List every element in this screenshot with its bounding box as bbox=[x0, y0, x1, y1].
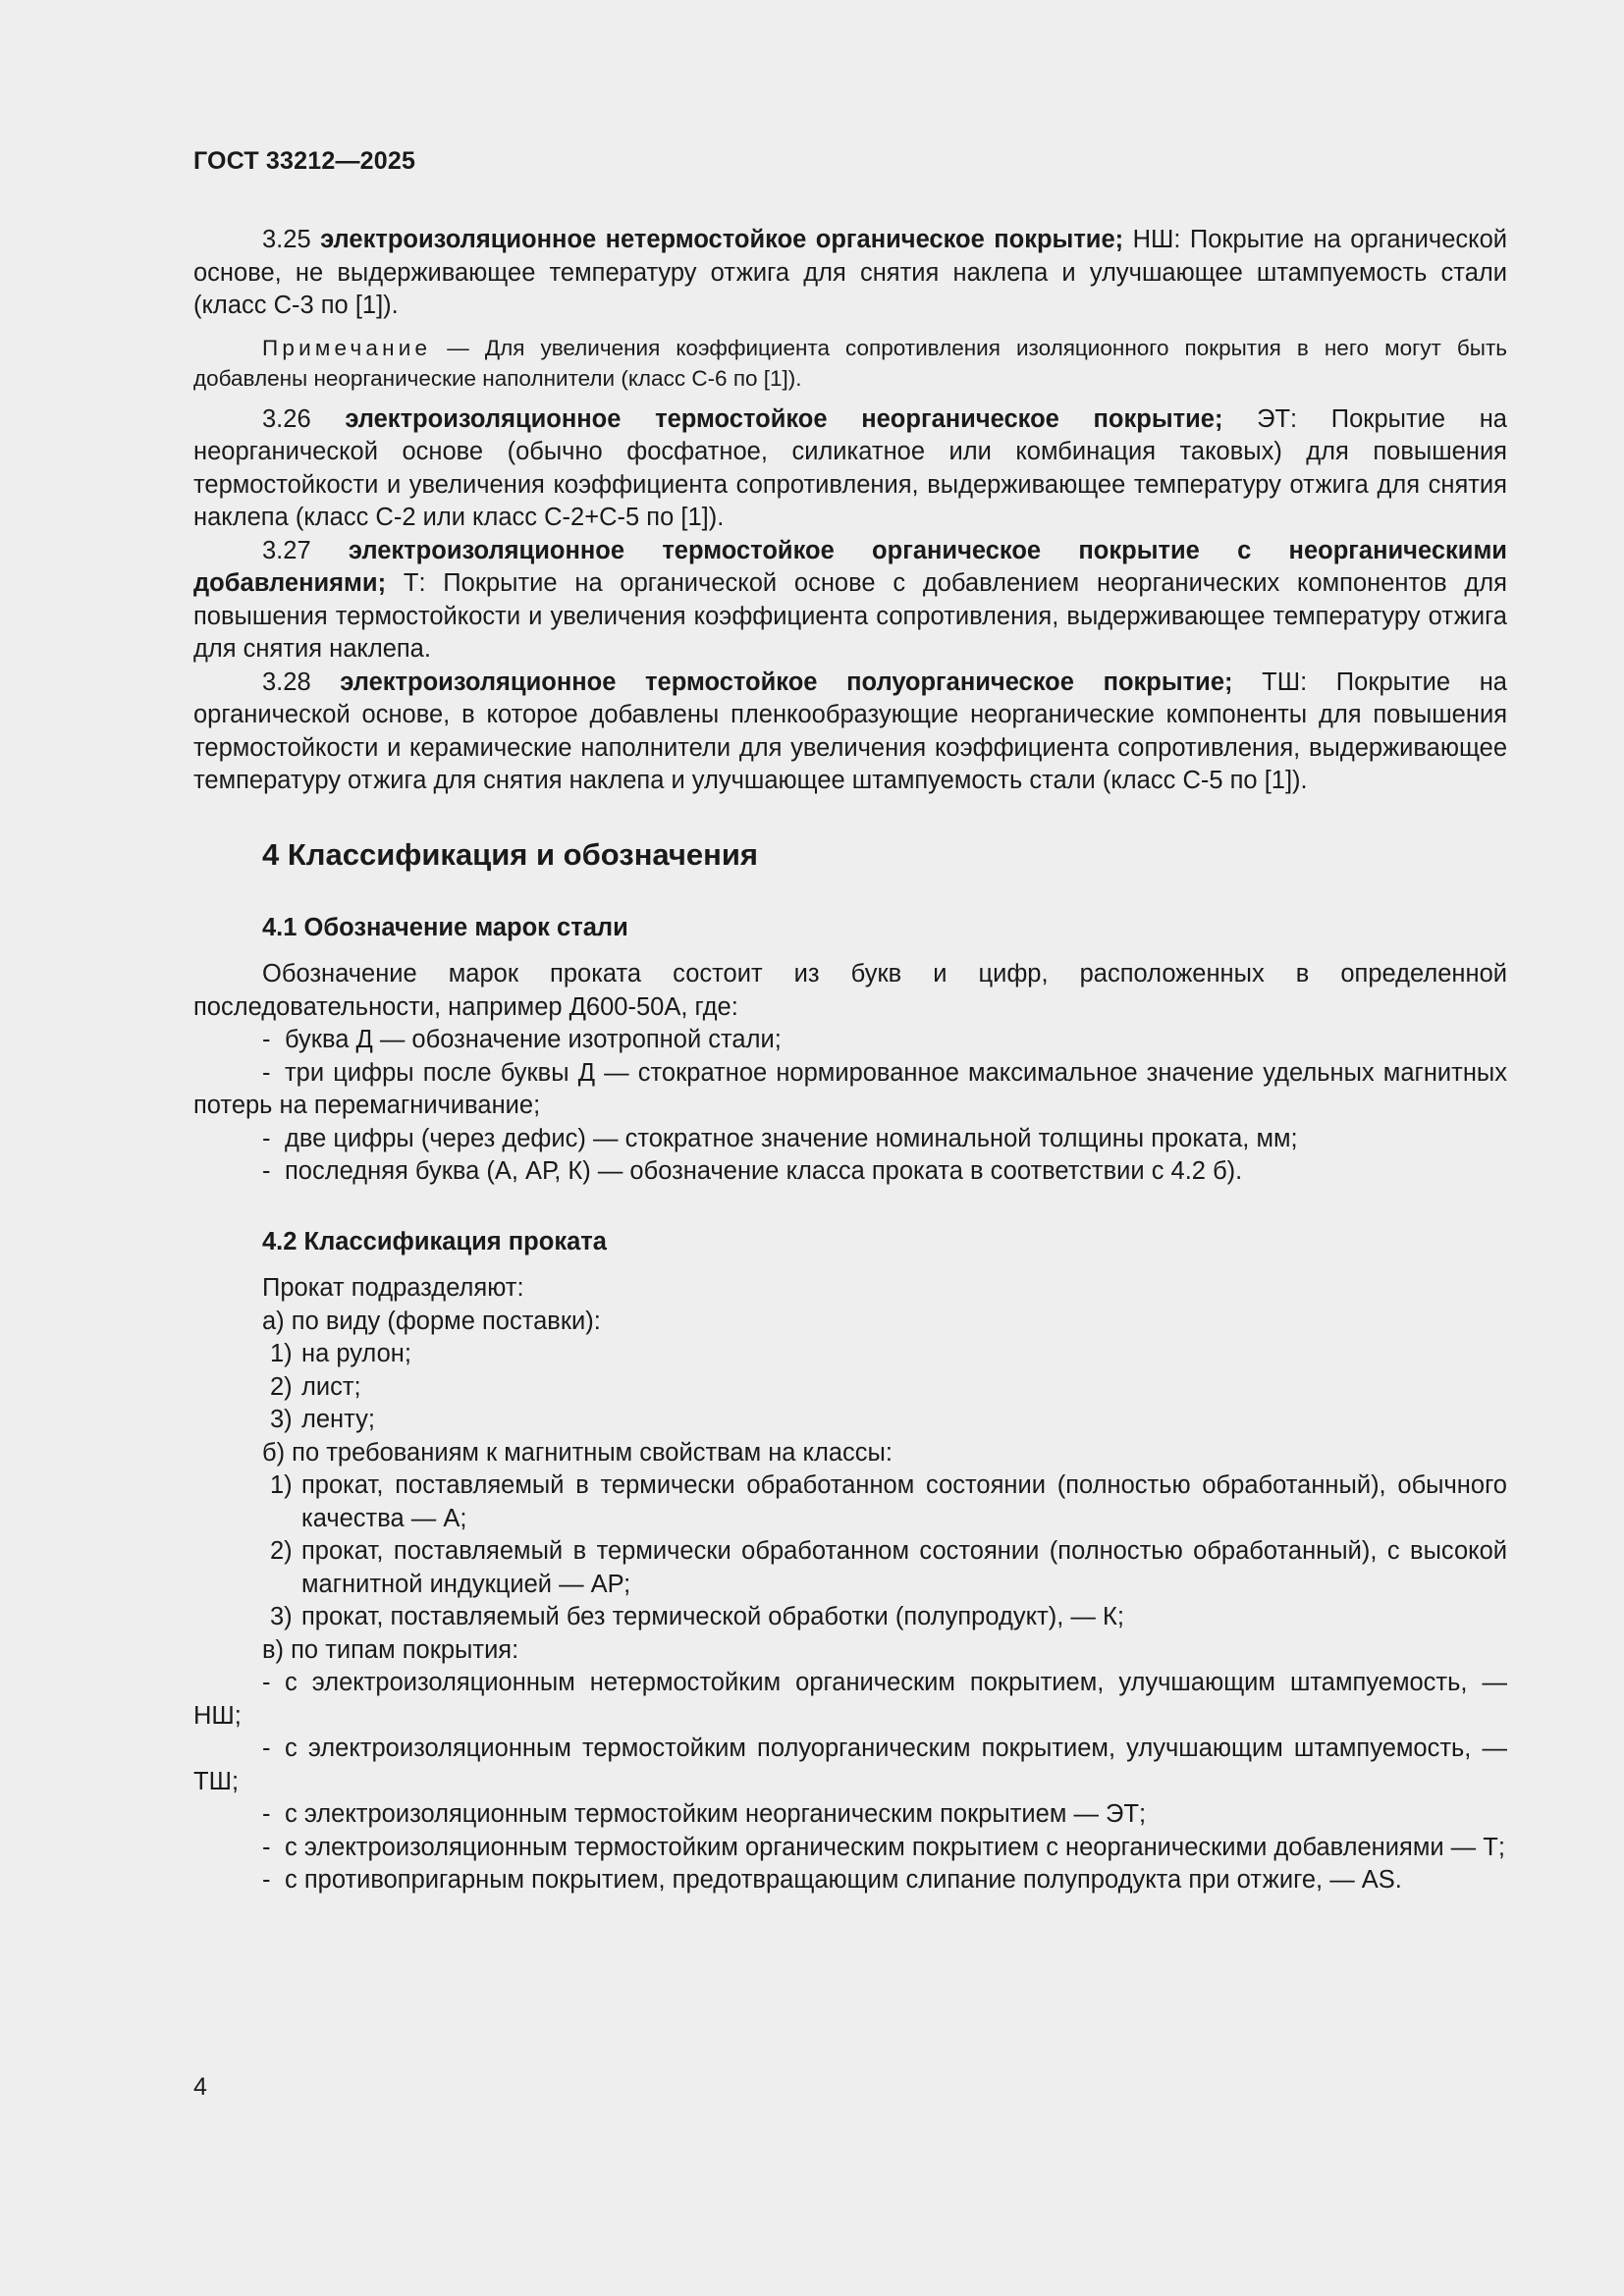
note-text: — Для увеличения коэффициента сопротивления изоляционного покрытия в него могут быть добавлены неорганические наполнители (класс С-6 по [1]). bbox=[193, 335, 1507, 391]
list-item: - с электроизоляционным термостойким органическим покрытием с неорганическими добавлениями — Т; bbox=[262, 1833, 1505, 1861]
list-item: 2) лист; bbox=[270, 1372, 361, 1401]
term-name: электроизоляционное термостойкое неорганическое покрытие; bbox=[345, 404, 1223, 433]
list-item: - три цифры после буквы Д — стократное нормированное максимальное значение удельных магнитных потерь на перемагничивание; bbox=[193, 1058, 1507, 1119]
term-note bbox=[193, 333, 1507, 394]
term-definition: ЭТ: Покрытие на неорганической основе (обычно фосфатное, силикатное или комбинация таковых) для повышения термостойкости и увеличения коэффициента сопротивления, выдерживающее температуру отжига для снятия наклепа (класс С-2 или класс С-2+С-5 по [1]). bbox=[193, 404, 1507, 531]
list-item: 3) ленту; bbox=[270, 1406, 375, 1433]
term-number: 3.27 bbox=[262, 536, 311, 564]
term-name: электроизоляционное термостойкое полуорганическое покрытие; bbox=[340, 667, 1233, 696]
term-definition: Т: Покрытие на органической основе с добавлением неорганических компонентов для повышения термостойкости и увеличения коэффициента сопротивления, выдерживающее температуру отжига для снятия наклепа. bbox=[193, 569, 1507, 663]
list-item: 3) прокат, поставляемый без термической обработки (полупродукт), — К; bbox=[270, 1603, 1124, 1630]
subsection-4-1-title: 4.1 Обозначение марок стали bbox=[262, 913, 628, 941]
page-number: 4 bbox=[193, 2073, 207, 2101]
list-item: 2) прокат, поставляемый в термически обработанном состоянии (полностью обработанный), с высокой магнитной индукцией — АР; bbox=[270, 1537, 1507, 1598]
term-definition: НШ: Покрытие на органической основе, не выдерживающее температуру отжига для снятия наклепа и улучшающее штампуемость стали (класс С-3 по [1]). bbox=[193, 226, 1507, 319]
list-item: - две цифры (через дефис) — стократное значение номинальной толщины проката, мм; bbox=[262, 1124, 1298, 1152]
document-body bbox=[193, 224, 1507, 1897]
term-3-25 bbox=[193, 224, 1507, 323]
term-name: электроизоляционное нетермостойкое органическое покрытие; bbox=[320, 226, 1124, 253]
term-number: 3.28 bbox=[262, 667, 311, 696]
list-item: 1) прокат, поставляемый в термически обработанном состоянии (полностью обработанный), обычного качества — А; bbox=[270, 1471, 1507, 1532]
term-3-26 bbox=[193, 403, 1507, 535]
list-item: - с противопригарным покрытием, предотвращающим слипание полупродукта при отжиге, — AS. bbox=[262, 1866, 1402, 1894]
subsection-4-2-intro: Прокат подразделяют: bbox=[262, 1274, 524, 1302]
term-3-28 bbox=[193, 667, 1507, 798]
list-label: а) по виду (форме поставки): bbox=[262, 1307, 601, 1335]
term-3-27 bbox=[193, 535, 1507, 667]
list-item: - последняя буква (А, АР, К) — обозначение класса проката в соответствии с 4.2 б). bbox=[262, 1157, 1243, 1185]
subsection-4-2-title: 4.2 Классификация проката bbox=[262, 1227, 607, 1255]
document-header: ГОСТ 33212—2025 bbox=[193, 147, 416, 175]
term-name: электроизоляционное термостойкое органическое покрытие с неорганическими добавлениями; bbox=[193, 536, 1507, 597]
list-item: - с электроизоляционным нетермостойким органическим покрытием, улучшающим штампуемость, — НШ; bbox=[193, 1669, 1507, 1730]
subsection-4-1-intro: Обозначение марок проката состоит из букв и цифр, расположенных в определенной последовательности, например Д600-50А, где: bbox=[193, 960, 1507, 1021]
list-label: в) по типам покрытия: bbox=[262, 1635, 519, 1664]
note-label: Примечание bbox=[262, 335, 432, 360]
section-4-title: 4 Классификация и обозначения bbox=[262, 836, 758, 872]
list-item: - буква Д — обозначение изотропной стали; bbox=[262, 1026, 782, 1053]
list-label: б) по требованиям к магнитным свойствам на классы: bbox=[262, 1438, 893, 1467]
term-definition: ТШ: Покрытие на органической основе, в которое добавлены пленкообразующие неорганические компоненты для повышения термостойкости и керамические наполнители для увеличения коэффициента сопротивления, выдерживающее температуру отжига для снятия наклепа и улучшающее штампуемость стали (класс С-5 по [1]). bbox=[193, 667, 1507, 794]
list-item: 1) на рулон; bbox=[270, 1340, 411, 1367]
list-item: - с электроизоляционным термостойким неорганическим покрытием — ЭТ; bbox=[262, 1800, 1147, 1828]
list-item: - с электроизоляционным термостойким полуорганическим покрытием, улучшающим штампуемость, — ТШ; bbox=[193, 1735, 1507, 1795]
term-number: 3.25 bbox=[262, 226, 311, 253]
term-number: 3.26 bbox=[262, 404, 311, 433]
